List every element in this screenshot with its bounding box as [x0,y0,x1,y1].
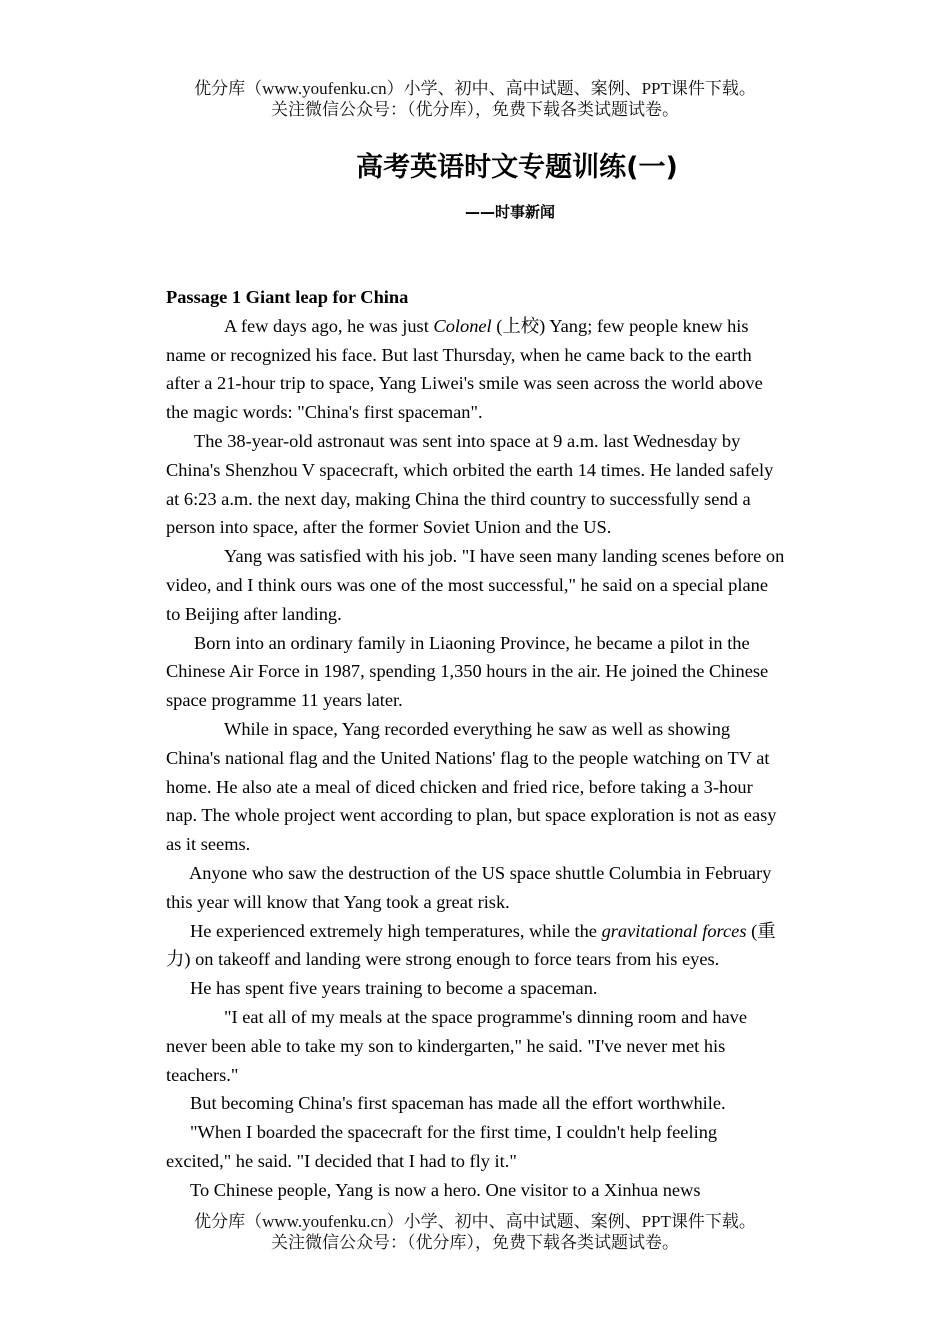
page-title: 高考英语时文专题训练(一) [356,152,678,183]
paragraph-4: Born into an ordinary family in Liaoning Province, he became a pilot in the Chinese Air Force in 1987, spending 1,350 hours in the air. He joined the Chinese space programme 11 years later. [166,632,769,711]
paragraph-5: While in space, Yang recorded everything he saw as well as showing China's national flag and the United Nations' flag to the people watching on TV at home. He also ate a meal of diced chicken and fried rice, before taking a 3-hour nap. The whole project went according to plan, but space exploration is not as easy as it seems. [166,718,777,855]
paragraph-9: "I eat all of my meals at the space programme's dinning room and have never been able to take my son to kindergarten," he said. "I've never met his teachers." [166,1006,748,1085]
footer-banner [0,1211,950,1253]
passage-heading: Passage 1 Giant leap for China [166,287,409,307]
paragraph-3: Yang was satisfied with his job. "I have seen many landing scenes before on video, and I think ours was one of the most successful," he said on a special plane to Beijing after landing. [166,546,785,624]
page-subtitle: ——时事新闻 [464,203,555,221]
header-banner-line1: 优分库（www.youfenku.cn）小学、初中、高中试题、案例、PPT课件下载。 [194,79,756,98]
italic-term-gravitational-forces: gravitational forces [601,920,747,941]
paragraph-8: He has spent five years training to become a spaceman. [190,978,598,999]
passage-1 [166,283,786,1205]
paragraph-12: To Chinese people, Yang is now a hero. One visitor to a Xinhua news [190,1179,701,1200]
paragraph-2: The 38-year-old astronaut was sent into space at 9 a.m. last Wednesday by China's Shenzhou V spacecraft, which orbited the earth 14 times. He landed safely at 6:23 a.m. the next day, making China the third country to successfully send a person into space, after the former Soviet Union and the US. [166,430,774,538]
paragraph-11: "When I boarded the spacecraft for the first time, I couldn't help feeling excited," he said. "I decided that I had to fly it." [166,1122,718,1171]
footer-banner-line1: 优分库（www.youfenku.cn）小学、初中、高中试题、案例、PPT课件下载。 [194,1212,756,1231]
italic-term-colonel: Colonel [433,315,492,336]
paragraph-7: He experienced extremely high temperatures, while the gravitational forces (重力) on takeoff and landing were strong enough to force tears from his eyes. [166,920,776,970]
header-banner-line2: 关注微信公众号：（优分库），免费下载各类试题试卷。 [271,100,679,119]
paragraph-10: But becoming China's first spaceman has made all the effort worthwhile. [190,1093,726,1114]
footer-banner-line2: 关注微信公众号：（优分库），免费下载各类试题试卷。 [271,1233,679,1252]
paragraph-1: A few days ago, he was just Colonel (上校) Yang; few people knew his name or recognized his face. But last Thursday, when he came back to the earth after a 21-hour trip to space, Yang Liwei's smile was seen across the world above the magic words: "China's first spaceman". [166,315,763,423]
header-banner [0,78,950,120]
paragraph-6: Anyone who saw the destruction of the US space shuttle Columbia in February this year will know that Yang took a great risk. [166,862,772,912]
